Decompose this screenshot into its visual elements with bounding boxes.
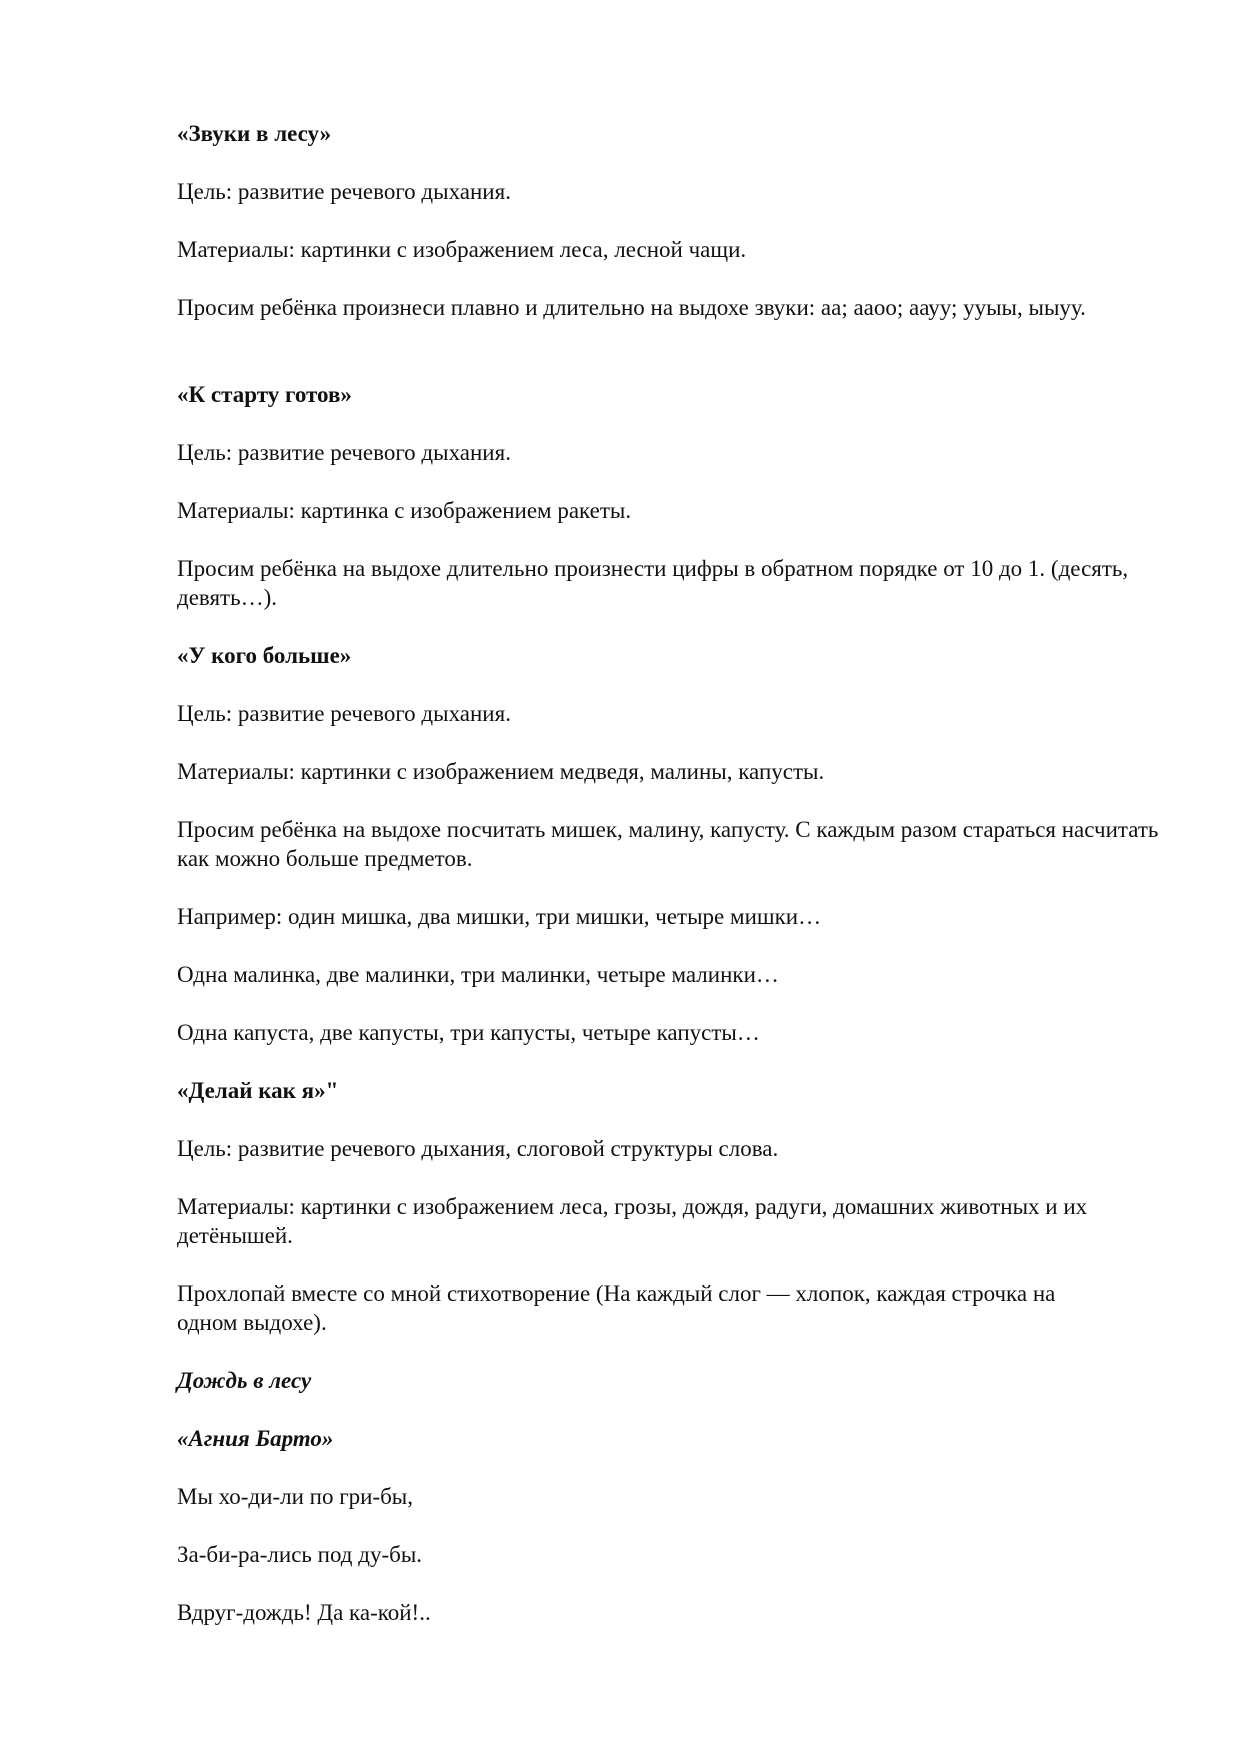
- paragraph: Например: один мишка, два мишки, три мишки, четыре мишки…: [177, 904, 822, 929]
- paragraph: Материалы: картинки с изображением леса, лесной чащи.: [177, 237, 747, 262]
- poem-line: Мы хо-ди-ли по гри-бы,: [177, 1484, 414, 1509]
- paragraph: Просим ребёнка на выдохе длительно произнести цифры в обратном порядке от 10 до 1. (десять, девять…).: [177, 556, 1129, 610]
- section-title: «К старту готов»: [177, 382, 352, 407]
- paragraph: Одна капуста, две капусты, три капусты, четыре капусты…: [177, 1020, 760, 1045]
- paragraph: Материалы: картинки с изображением леса, грозы, дождя, радуги, домашних животных и их детёнышей.: [177, 1194, 1088, 1248]
- paragraph: Одна малинка, две малинки, три малинки, четыре малинки…: [177, 962, 779, 987]
- paragraph: Просим ребёнка произнеси плавно и длительно на выдохе звуки: аа; ааоо; аауу; ууыы, ыыуу.: [177, 295, 1086, 320]
- section-title: «У кого больше»: [177, 643, 352, 668]
- paragraph: Цель: развитие речевого дыхания, слоговой структуры слова.: [177, 1136, 779, 1161]
- section-title: «Делай как я»": [177, 1078, 339, 1103]
- poem-line: Вдруг-дождь! Да ка-кой!..: [177, 1600, 431, 1625]
- paragraph: Материалы: картинка с изображением ракеты.: [177, 498, 632, 523]
- paragraph: Материалы: картинки с изображением медведя, малины, капусты.: [177, 759, 825, 784]
- poem-author: «Агния Барто»: [177, 1426, 334, 1451]
- paragraph: Прохлопай вместе со мной стихотворение (На каждый слог — хлопок, каждая строчка на одном выдохе).: [177, 1281, 1056, 1335]
- paragraph: Цель: развитие речевого дыхания.: [177, 179, 511, 204]
- section-title: «Звуки в лесу»: [177, 121, 332, 146]
- paragraph: Просим ребёнка на выдохе посчитать мишек, малину, капусту. С каждым разом стараться насчитать как можно больше предметов.: [177, 817, 1159, 871]
- poem-line: За-би-ра-лись под ду-бы.: [177, 1542, 423, 1567]
- paragraph: Цель: развитие речевого дыхания.: [177, 701, 511, 726]
- paragraph: Цель: развитие речевого дыхания.: [177, 440, 511, 465]
- poem-title: Дождь в лесу: [177, 1368, 312, 1393]
